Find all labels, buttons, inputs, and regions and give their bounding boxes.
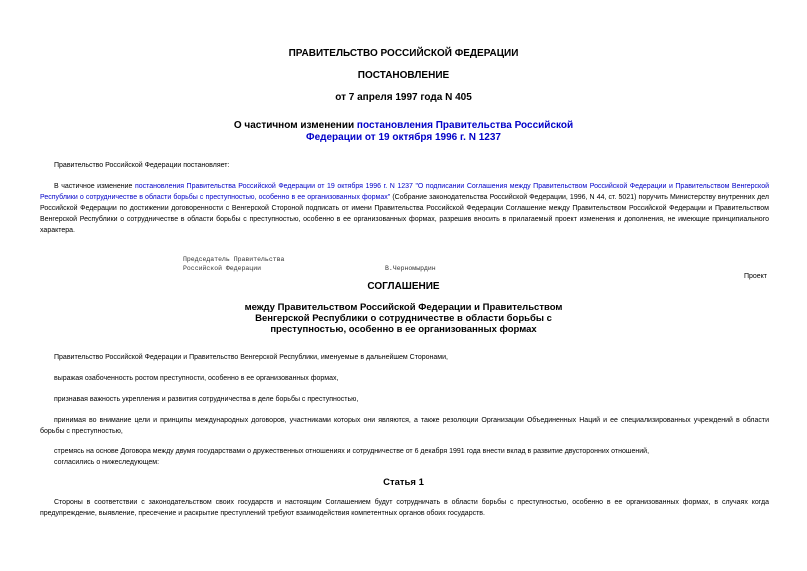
preamble-parties: Правительство Российской Федерации и Правительство Венгерской Республики, именуемые в дальнейшем Сторонами, [54,354,448,361]
document-type-heading: ПОСТАНОВЛЕНИЕ [357,70,450,81]
agreement-subtitle-line2: Венгерской Республики о сотрудничестве в области борьбы с [255,313,552,324]
agreement-subtitle-line1: между Правительством Российской Федерации и Правительством [244,302,563,313]
decree-title-text: О частичном изменении [233,120,357,131]
signature-position-line2: Российской Федерации [183,265,262,272]
preamble-concern: выражая озабоченность ростом преступности, особенно в ее организованных формах, [54,375,339,382]
decree-reference-link[interactable]: постановления Правительства Российской Федерации от 19 октября 1996 г. N 1237 "О подписании Соглашения между Правительством Российской Федерации и Правительством Венгерской Республики о сотрудничестве в области борьбы с преступностью, особенно в ее организованных формах" [40,183,769,201]
decree-title [0,120,807,144]
decree-main-paragraph [40,181,769,236]
date-number-heading: от 7 апреля 1997 года N 405 [335,92,472,103]
preamble-treaty: стремясь на основе Договора между двумя государствами о дружественных отношениях и сотрудничестве от 6 декабря 1991 года внести вклад в развитие двусторонних отношений, [54,448,650,455]
signature-name: В.Черномырдин [385,265,436,272]
decree-title-link-part1[interactable]: постановления Правительства Российской [356,120,574,131]
preamble-principles: принимая во внимание цели и принципы международных договоров, участниками которых они являются, а также резолюции Организации Объединенных Наций и ее специализированных учреждений в области борьбы с преступностью, [40,417,769,435]
preamble-agreed: согласились о нижеследующем: [54,459,160,466]
agreement-subtitle-line3: преступностью, особенно в ее организованных формах [270,324,537,335]
decree-intro: Правительство Российской Федерации постановляет: [54,162,230,169]
draft-label: Проект [743,273,767,280]
signature-position-line1: Председатель Правительства [183,256,285,263]
agreement-subtitle [0,302,807,335]
article-1-text: Стороны в соответствии с законодательством своих государств и настоящим Соглашением будут сотрудничать в области борьбы с преступностью, особенно в ее организованных формах, в случаях когда предупреждение, выявление, пресечение и раскрытие преступлений требуют взаимодействия компетентных органов обоих государств. [40,499,769,517]
decree-title-link-part2[interactable]: Федерации от 19 октября 1996 г. N 1237 [306,132,501,143]
decree-paragraph-rest: (Собрание законодательства Российской Федерации, 1996, N 44, ст. 5021) поручить Министерству внутренних дел Российской Федерации по достижении договоренности с Венгерской Стороной подписать от имени Правительства Российской Федерации Соглашение между Правительством Российской Федерации и Правительством Венгерской Республики о сотрудничестве в области борьбы с преступностью, особенно в ее организованных формах, разрешив вносить в прилагаемый проект изменения и дополнения, не имеющие принципиального характера. [40,194,769,234]
government-heading: ПРАВИТЕЛЬСТВО РОССИЙСКОЙ ФЕДЕРАЦИИ [288,48,519,59]
preamble-importance: признавая важность укрепления и развития сотрудничества в деле борьбы с преступностью, [54,396,359,403]
article-1-title: Статья 1 [383,477,424,488]
decree-paragraph-start: В частичное изменение [54,183,135,190]
agreement-title: СОГЛАШЕНИЕ [367,281,440,292]
